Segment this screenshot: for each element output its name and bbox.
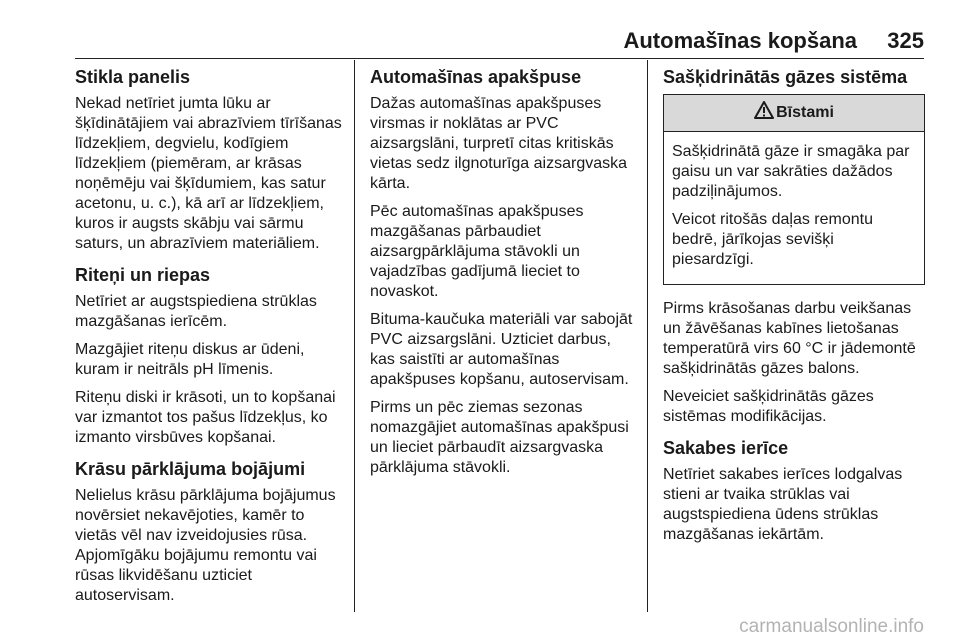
page-number: 325 — [887, 28, 924, 53]
text-line: kuram ir neitrāls pH līmenis. — [75, 361, 274, 378]
text-line: Nelielus krāsu pārklājuma bojājumus — [75, 487, 336, 504]
warning-box — [663, 94, 925, 285]
text-line: augstspiediena ūdens strūklas — [663, 506, 879, 523]
text-line: vietas sedz ilgnoturīga aizsargvaska — [370, 155, 628, 172]
text-line: Pēc automašīnas apakšpuses — [370, 203, 584, 220]
text-line: Riteņu diski ir krāsoti, un to kopšanai — [75, 389, 336, 406]
text-line: virsmas ir noklātas ar PVC — [370, 115, 559, 132]
text-line: nomazgājiet automašīnas apakšpusi — [370, 419, 629, 436]
text-line: Dažas automašīnas apakšpuses — [370, 95, 602, 112]
text-line: aizsargslāni, turpretī citas kritiskās — [370, 135, 614, 152]
text-line: Netīriet ar augstspiediena strūklas — [75, 293, 317, 310]
text-line: padziļinājumos. — [672, 183, 783, 200]
text-line: vietās vēl nav izveidojusies rūsa. — [75, 527, 308, 544]
heading-tow-bar: Sakabes ierīce — [663, 438, 789, 458]
text-line: Netīriet sakabes ierīces lodgalvas — [663, 466, 903, 483]
text-line: piesardzīgi. — [672, 251, 754, 268]
warning-body — [664, 132, 924, 284]
text-line: bedrē, jārīkojas sevišķi — [672, 231, 834, 248]
text-line: aizsargpārklājuma stāvokli un — [370, 243, 580, 260]
heading-glass-panel: Stikla panelis — [75, 67, 191, 87]
text-line: PVC aizsargslāni. Uzticiet darbus, — [370, 331, 611, 348]
text-line: Apjomīgāku bojājumu remontu vai — [75, 547, 317, 564]
column-divider — [354, 60, 355, 612]
text-line: vajadzības gadījumā lieciet to — [370, 263, 580, 280]
paragraph — [370, 202, 640, 302]
warning-title: Bīstami — [776, 104, 834, 121]
text-line: Neveiciet sašķidrinātās gāzes — [663, 388, 874, 405]
text-line: izmanto virsbūves kopšanai. — [75, 429, 276, 446]
heading-lpg-system: Sašķidrinātās gāzes sistēma — [663, 67, 908, 87]
text-line: Veicot ritošās daļas remontu — [672, 211, 873, 228]
paragraph — [75, 292, 345, 332]
text-line: Sašķidrinātā gāze ir smagāka par — [672, 143, 910, 160]
text-line: mazgāšanas ierīcēm. — [75, 313, 228, 330]
text-line: kārta. — [370, 175, 411, 192]
text-line: mazgāšanas pārbaudiet — [370, 223, 541, 240]
header-rule — [75, 58, 924, 59]
paragraph — [370, 310, 640, 390]
column-2 — [370, 66, 640, 486]
heading-paint-damage: Krāsu pārklājuma bojājumi — [75, 459, 306, 479]
text-line: šķīdinātājiem vai abrazīviem tīrīšanas — [75, 115, 342, 132]
column-divider — [647, 60, 648, 612]
text-line: sistēmas modifikācijas. — [663, 408, 827, 425]
text-line: kas saistīti ar automašīnas — [370, 351, 560, 368]
heading-wheels-tyres: Riteņi un riepas — [75, 265, 211, 285]
text-line: kuros ir augsts skābju vai sārmu — [75, 215, 304, 232]
text-line: un lieciet pārbaudīt aizsargvaska — [370, 439, 604, 456]
text-line: Pirms krāsošanas darbu veikšanas — [663, 300, 912, 317]
paragraph — [75, 388, 345, 448]
text-line: stieni ar tvaika strūklas vai — [663, 486, 850, 503]
text-line: apakšpuses kopšanu, autoservisam. — [370, 371, 629, 388]
text-line: var izmantot tos pašus līdzekļus, ko — [75, 409, 328, 426]
column-1 — [75, 66, 345, 614]
column-3 — [663, 66, 925, 553]
paragraph — [672, 142, 916, 202]
paragraph — [75, 94, 345, 254]
paragraph — [370, 398, 640, 478]
text-line: saturs, un abrazīviem materiāliem. — [75, 235, 320, 252]
watermark: carmanualsonline.info — [739, 616, 924, 637]
section-title: Automašīnas kopšana — [623, 28, 857, 53]
text-line: autoservisam. — [75, 587, 175, 604]
page-header — [0, 28, 960, 56]
paragraph — [663, 299, 925, 379]
text-line: Nekad netīriet jumta lūku ar — [75, 95, 271, 112]
text-line: temperatūrā virs 60 °C ir jādemontē — [663, 340, 916, 357]
text-line: acetonu, u. c.), kā arī ar līdzekļiem, — [75, 195, 324, 212]
text-line: novaskot. — [370, 283, 439, 300]
paragraph — [663, 387, 925, 427]
text-line: līdzekļiem (piemēram, ar krāsas — [75, 155, 302, 172]
heading-underbody: Automašīnas apakšpuse — [370, 67, 582, 87]
warning-triangle-icon — [754, 101, 774, 125]
warning-header — [664, 95, 924, 132]
text-line: un žāvēšanas kabīnes lietošanas — [663, 320, 899, 337]
text-line: pārklājuma stāvokli. — [370, 459, 511, 476]
text-line: sašķidrinātās gāzes balons. — [663, 360, 860, 377]
paragraph — [75, 340, 345, 380]
text-line: gaisu un var sakrāties dažādos — [672, 163, 893, 180]
text-line: līdzekļiem, degvielu, kodīgiem — [75, 135, 289, 152]
paragraph — [663, 465, 925, 545]
text-line: noņēmēju vai šķīdumiem, kas satur — [75, 175, 326, 192]
text-line: novērsiet nekavējoties, kamēr to — [75, 507, 305, 524]
text-line: Bituma-kaučuka materiāli var sabojāt — [370, 311, 633, 328]
text-line: mazgāšanas iekārtām. — [663, 526, 824, 543]
text-line: Mazgājiet riteņu diskus ar ūdeni, — [75, 341, 305, 358]
paragraph — [370, 94, 640, 194]
text-line: rūsas likvidēšanu uzticiet — [75, 567, 252, 584]
paragraph — [75, 486, 345, 606]
paragraph — [672, 210, 916, 270]
text-line: Pirms un pēc ziemas sezonas — [370, 399, 583, 416]
